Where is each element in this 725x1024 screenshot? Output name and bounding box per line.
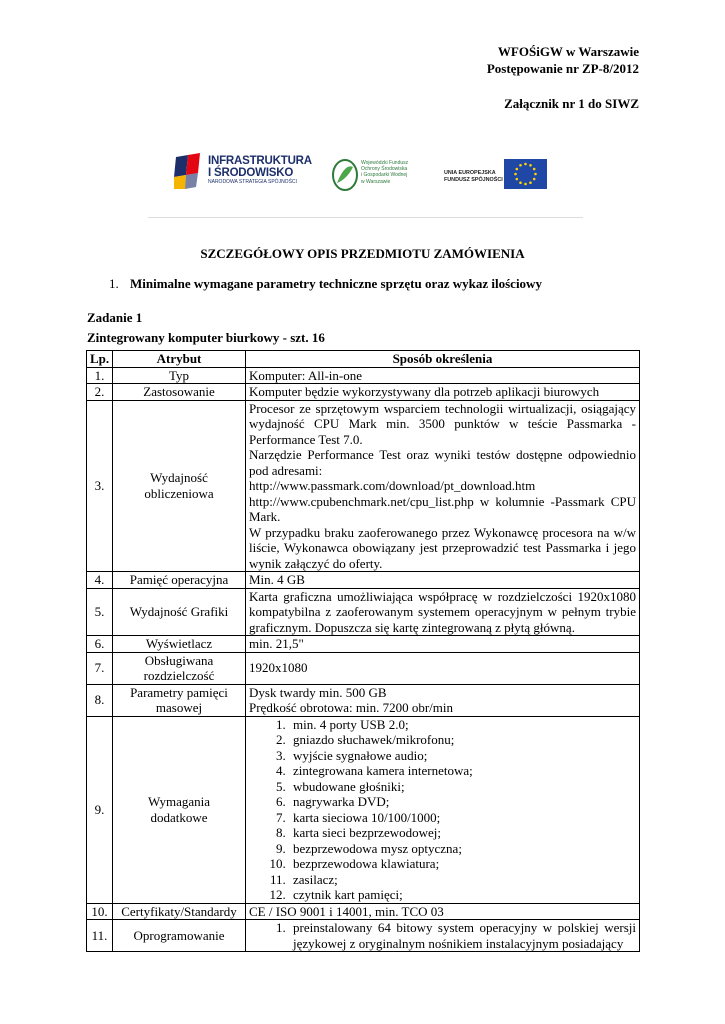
infrastruktura-mark-icon [174, 153, 202, 189]
header-method: Sposób określenia [246, 351, 640, 368]
table-row [87, 920, 640, 952]
list-item: 8. karta sieci bezprzewodowej; [289, 825, 636, 841]
row-description: Karta graficzna umożliwiająca współpracę w rozdzielczości 1920x1080 kompatybilna z zaoferowanym systemem operacyjnym w pełnym trybie graficznym. Dopuszcza się kartę zintegrowaną z płytą główną. [246, 588, 640, 636]
list-item: 1. preinstalowany 64 bitowy system operacyjny w polskiej wersji językowej z oryginalnym nośnikiem instalacyjnym posiadający [289, 920, 636, 951]
row-lp: 5. [87, 588, 113, 636]
row-description: Komputer będzie wykorzystywany dla potrzeb aplikacji biurowych [246, 384, 640, 401]
list-item: 5. wbudowane głośniki; [289, 779, 636, 795]
table-row [87, 716, 640, 903]
table-header-row [87, 351, 640, 368]
row-attribute-line: rozdzielczość [143, 668, 215, 683]
table-row [87, 572, 640, 589]
row-attribute-line: obliczeniowa [144, 485, 214, 501]
task-title: Zadanie 1 [87, 310, 143, 325]
row-attribute: Pamięć operacyjna [113, 572, 246, 589]
row-lp: 7. [87, 652, 113, 684]
row-lp: 10. [87, 903, 113, 920]
header-lp: Lp. [87, 351, 113, 368]
specification-table [86, 350, 640, 952]
row-attribute [113, 684, 246, 716]
list-item: 9. bezprzewodowa mysz optyczna; [289, 841, 636, 857]
wfosigw-logo [331, 155, 451, 199]
requirements-list [249, 717, 636, 903]
infrastruktura-title-2: I ŚRODOWISKO [208, 167, 294, 179]
row-attribute: Certyfikaty/Standardy [113, 903, 246, 920]
wfosigw-line4: w Warszawie [361, 178, 391, 185]
description-line: Dysk twardy min. 500 GB [249, 684, 387, 700]
row-description [246, 716, 640, 903]
eu-flag-icon [504, 159, 547, 189]
infrastruktura-subtitle: NARODOWA STRATEGIA SPÓJNOŚCI [208, 179, 297, 185]
table-row [87, 652, 640, 684]
wfosigw-line1: Wojewódzki Fundusz [361, 160, 409, 166]
row-attribute [113, 716, 246, 903]
row-attribute-line: Wymagania [147, 794, 211, 809]
description-line: Procesor ze sprzętowym wsparciem technologii wirtualizacji, osiągający wydajność CPU Mark min. 3500 punktów w teście Passmarka - Performance Test 7.0. [249, 400, 636, 447]
row-lp: 4. [87, 572, 113, 589]
eu-line2: FUNDUSZ SPÓJNOŚCI [444, 177, 503, 183]
table-row [87, 903, 640, 920]
row-description [246, 920, 640, 952]
row-description: CE / ISO 9001 i 14001, min. TCO 03 [246, 903, 640, 920]
row-attribute [113, 400, 246, 572]
row-lp: 8. [87, 684, 113, 716]
row-lp: 9. [87, 716, 113, 903]
description-line: Prędkość obrotowa: min. 7200 obr/min [249, 700, 454, 715]
row-attribute: Typ [113, 367, 246, 384]
header-institution: WFOŚiGW w Warszawie [497, 44, 639, 59]
infrastruktura-logo [174, 153, 334, 199]
table-row [87, 588, 640, 636]
description-line: W przypadku braku zaoferowanego przez Wykonawcę procesora na w/w liście, Wykonawca obowiązany jest przeprowadzić test Passmarka i jego wynik załączyć do oferty. [249, 524, 636, 571]
header-attribute: Atrybut [113, 351, 246, 368]
row-description: 1920x1080 [246, 652, 640, 684]
task-subtitle: Zintegrowany komputer biurkowy - szt. 16 [87, 330, 325, 345]
description-link: http://www.passmark.com/download/pt_download.htm [249, 478, 536, 493]
row-attribute-line: Obsługiwana [144, 652, 214, 668]
row-lp: 2. [87, 384, 113, 401]
row-attribute-line: dodatkowe [150, 809, 208, 825]
list-item: 12. czytnik kart pamięci; [289, 887, 636, 903]
section-number: 1. [109, 276, 119, 291]
description-line: http://www.cpubenchmark.net/cpu_list.php w kolumnie -Passmark CPU Mark. [249, 493, 636, 524]
header-procedure-number: Postępowanie nr ZP-8/2012 [486, 61, 639, 76]
description-line: Narzędzie Performance Test oraz wyniki testów dostępne odpowiednio pod adresami: [249, 447, 636, 478]
list-item: 6. nagrywarka DVD; [289, 794, 636, 810]
row-attribute: Wyświetlacz [113, 636, 246, 653]
software-list [249, 920, 636, 951]
logo-strip [148, 133, 583, 218]
table-row [87, 400, 640, 572]
row-description [246, 684, 640, 716]
table-row [87, 684, 640, 716]
list-item: 10. bezprzewodowa klawiatura; [289, 856, 636, 872]
table-row [87, 384, 640, 401]
row-attribute-line: masowej [155, 700, 203, 715]
list-item: 3. wyjście sygnałowe audio; [289, 748, 636, 764]
row-description: Min. 4 GB [246, 572, 640, 589]
list-item: 11. zasilacz; [289, 872, 636, 888]
row-lp: 11. [87, 920, 113, 952]
eu-line1: UNIA EUROPEJSKA [444, 170, 496, 176]
list-item: 2. gniazdo słuchawek/mikrofonu; [289, 732, 636, 748]
row-lp: 6. [87, 636, 113, 653]
eu-logo [442, 159, 582, 195]
list-item: 4. zintegrowana kamera internetowa; [289, 763, 636, 779]
row-description: min. 21,5" [246, 636, 640, 653]
row-attribute: Wydajność Grafiki [113, 588, 246, 636]
header-attachment: Załącznik nr 1 do SIWZ [504, 96, 639, 111]
section-text: Minimalne wymagane parametry techniczne sprzętu oraz wykaz ilościowy [130, 276, 542, 291]
wfosigw-line3: i Gospodarki Wodnej [361, 172, 408, 179]
list-item: 1. min. 4 porty USB 2.0; [289, 717, 636, 733]
row-attribute-line: Parametry pamięci [130, 684, 228, 700]
infrastruktura-title-1: INFRASTRUKTURA [208, 155, 312, 167]
row-description [246, 400, 640, 572]
row-attribute: Zastosowanie [113, 384, 246, 401]
table-row [87, 367, 640, 384]
table-row [87, 636, 640, 653]
row-attribute: Oprogramowanie [113, 920, 246, 952]
row-lp: 1. [87, 367, 113, 384]
wfosigw-leaf-icon [331, 157, 359, 193]
wfosigw-line2: Ochrony Środowiska [361, 166, 408, 173]
list-item: 7. karta sieciowa 10/100/1000; [289, 810, 636, 826]
row-attribute-line: Wydajność [150, 470, 208, 486]
row-lp: 3. [87, 400, 113, 572]
document-title: SZCZEGÓŁOWY OPIS PRZEDMIOTU ZAMÓWIENIA [200, 246, 525, 261]
row-description: Komputer: All-in-one [246, 367, 640, 384]
section-heading [109, 276, 542, 292]
row-attribute [113, 652, 246, 684]
